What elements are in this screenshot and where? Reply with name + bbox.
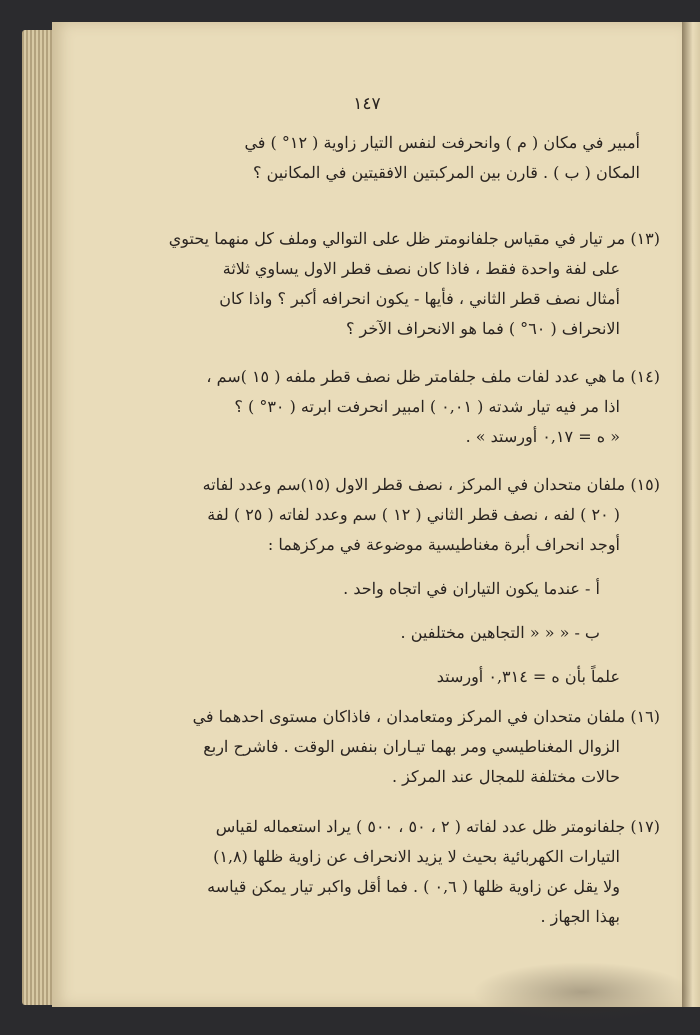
question-16-line: الزوال المغناطيسي ومر بهما تيـاران بنفس الوقت . فاشرح اربع	[203, 737, 620, 756]
page-stain	[472, 962, 692, 1022]
page-content	[52, 22, 682, 1007]
question-14-number: (١٤)	[630, 367, 660, 386]
question-15-line	[85, 470, 660, 500]
question-15-part-b: ب - « « « التجاهين مختلفين .	[400, 623, 600, 642]
question-14-line: « ه = ٠,١٧ أورستد » .	[465, 427, 620, 446]
question-17-line: ولا يقل عن زاوية ظلها ( ٠,٦ ) . فما أقل واكبر تيار يمكن قياسه	[207, 877, 620, 896]
page-gutter	[682, 22, 700, 1007]
question-16-number: (١٦)	[630, 707, 660, 726]
question-17-line	[85, 812, 660, 842]
question-17-line: بهذا الجهاز .	[540, 907, 620, 926]
question-14-line	[85, 362, 660, 392]
book-page	[52, 22, 682, 1007]
question-17-line: التيارات الكهربائية بحيث لا يزيد الانحراف عن زاوية ظلها (١,٨)	[213, 847, 620, 866]
question-17-text: جلفانومتر ظل عدد لفاته ( ٢ ، ٥٠ ، ٥٠٠ ) يراد استعماله لقياس	[215, 817, 626, 836]
question-14-line: اذا مر فيه تيار شدته ( ٠,٠١ ) امبير انحرفت ابرته ( ٣٠° ) ؟	[234, 397, 620, 416]
question-13-line: أمثال نصف قطر الثاني ، فأيها - يكون انحرافه أكبر ؟ واذا كان	[219, 289, 620, 308]
question-13-number: (١٣)	[630, 229, 660, 248]
question-15	[85, 470, 660, 692]
question-17-number: (١٧)	[630, 817, 660, 836]
question-15-line: أوجد انحراف أبرة مغناطيسية موضوعة في مركزهما :	[267, 535, 620, 554]
question-15-line: ( ٢٠ ) لفه ، نصف قطر الثاني ( ١٢ ) سم وعدد لفاته ( ٢٥ ) لفة	[207, 505, 620, 524]
question-14-text: ما هي عدد لفات ملف جلفامتر ظل نصف قطر ملفه ( ١٥ )سم ،	[206, 367, 626, 386]
question-16	[85, 702, 660, 792]
question-16-text: ملفان متحدان في المركز ومتعامدان ، فاذاكان مستوى احدهما في	[192, 707, 626, 726]
question-15-part-a: أ - عندما يكون التياران في اتجاه واحد .	[343, 579, 600, 598]
intro-line: المكان ( ب ) . قارن بين المركبتين الافقيتين في المكانين ؟	[253, 163, 640, 182]
question-15-text: ملفان متحدان في المركز ، نصف قطر الاول (١٥)سم وعدد لفاته	[202, 475, 626, 494]
question-14	[85, 362, 660, 452]
question-13-line	[85, 224, 660, 254]
question-13-line: الانحراف ( ٦٠° ) فما هو الانحراف الآخر ؟	[345, 319, 620, 338]
intro-line: أمبير في مكان ( م ) وانحرفت لنفس التيار زاوية ( ١٢° ) في	[244, 133, 640, 152]
question-13-text: مر تيار في مقياس جلفانومتر ظل على التوالي وملف كل منهما يحتوي	[168, 229, 626, 248]
intro-paragraph	[85, 128, 640, 188]
question-13	[85, 224, 660, 344]
question-16-line: حالات مختلفة للمجال عند المركز .	[391, 767, 620, 786]
page-number: ١٤٧	[353, 94, 381, 114]
question-16-line	[85, 702, 660, 732]
question-15-given: علماً بأن ه = ٠,٣١٤ أورستد	[436, 667, 620, 686]
question-17	[85, 812, 660, 932]
question-15-number: (١٥)	[630, 475, 660, 494]
question-13-line: على لفة واحدة فقط ، فاذا كان نصف قطر الاول يساوي ثلاثة	[222, 259, 620, 278]
